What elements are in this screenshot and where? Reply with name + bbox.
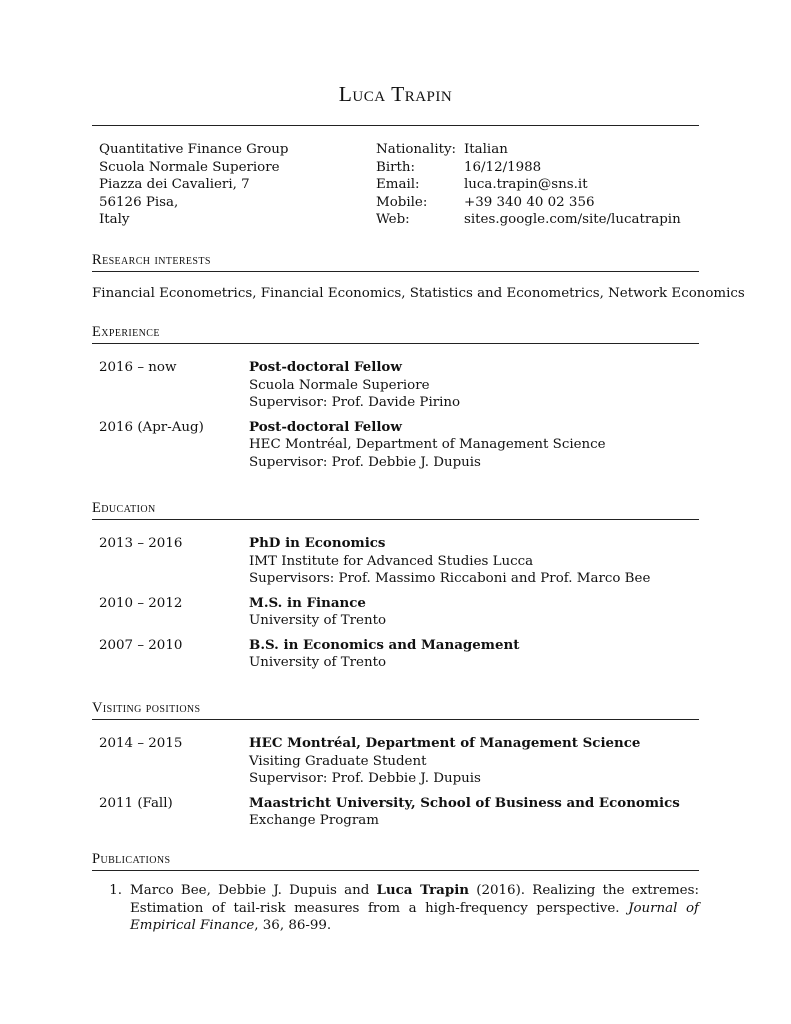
education-list [92,535,699,679]
entry-title: HEC Montréal, Department of Management Science [249,735,641,751]
section-heading-publications: Publications [92,851,171,867]
entry-title: Post-doctoral Fellow [249,359,402,375]
entry-line: Scuola Normale Superiore [249,377,430,393]
entry-line: Supervisor: Prof. Davide Pirino [249,395,461,410]
publication-authors: Marco Bee, Debbie J. Dupuis and [130,883,377,898]
header-rule [92,125,699,126]
personal-info [376,141,681,229]
entry-body [249,735,640,788]
info-value: +39 340 40 02 356 [464,194,595,210]
entry-title: Maastricht University, School of Business and Economics [249,794,680,811]
publication-journal: Journal of Empirical Finance [130,900,699,933]
web-link[interactable]: sites.google.com/site/lucatrapin [464,212,681,227]
section-heading-research: Research interests [92,252,211,268]
info-row-web [376,211,681,229]
info-label: Birth: [376,159,416,175]
entry-date: 2013 – 2016 [99,536,183,551]
entry-line: University of Trento [249,655,387,670]
research-interests: Financial Econometrics, Financial Economics, Statistics and Econometrics, Network Economics [92,286,745,301]
entry-body [249,535,650,588]
entry-line: Exchange Program [249,813,379,828]
entry-date: 2016 – now [99,360,177,375]
info-label: Nationality: [376,142,457,157]
visiting-list [92,735,699,837]
entry-date: 2007 – 2010 [99,637,183,653]
section-heading-education: Education [92,500,156,516]
entry-line: HEC Montréal, Department of Management Science [249,437,606,452]
publication-author-highlight: Luca Trapin [376,882,470,898]
entry-body [249,595,386,630]
info-value: 16/12/1988 [464,159,542,175]
section-heading-experience: Experience [92,324,160,340]
publication-list [92,882,699,935]
entry-date: 2014 – 2015 [99,736,183,751]
entry-date: 2011 (Fall) [99,795,173,811]
info-row-email [376,176,681,194]
section-heading-visiting: Visiting positions [92,700,201,716]
info-label: Mobile: [376,194,428,210]
address-line: Italy [99,212,130,227]
section-rule [92,343,699,344]
visiting-entry [92,795,699,830]
entry-title: PhD in Economics [249,535,386,551]
entry-body [249,795,680,830]
cv-name: Luca Trapin [338,82,453,106]
entry-title: Post-doctoral Fellow [249,418,402,435]
info-row-birth [376,159,681,177]
section-rule [92,870,699,871]
address-line: Scuola Normale Superiore [99,159,280,175]
publication-number: 1. [109,883,122,898]
entry-body [249,637,519,672]
info-row-mobile [376,194,681,212]
entry-line: Supervisors: Prof. Massimo Riccaboni and Prof. Marco Bee [249,571,651,586]
entry-line: University of Trento [249,613,387,628]
entry-title: B.S. in Economics and Management [249,636,520,653]
address-line: Quantitative Finance Group [99,142,289,157]
entry-title: M.S. in Finance [249,594,366,611]
section-rule [92,719,699,720]
education-entry [92,595,699,630]
entry-line: IMT Institute for Advanced Studies Lucca [249,553,534,569]
experience-list [92,359,699,478]
entry-body [249,359,460,412]
education-entry [92,637,699,672]
address-block [99,141,289,229]
address-line: Piazza dei Cavalieri, 7 [99,177,250,192]
publication-details: , 36, 86-99. [254,918,332,933]
section-rule [92,519,699,520]
entry-line: Supervisor: Prof. Debbie J. Dupuis [249,454,481,470]
entry-line: Visiting Graduate Student [249,753,427,769]
entry-date: 2010 – 2012 [99,595,183,611]
info-label: Web: [376,212,410,227]
experience-entry [92,419,699,472]
address-line: 56126 Pisa, [99,194,179,210]
email-link[interactable]: luca.trapin@sns.it [464,177,588,192]
publication-text [130,882,699,935]
info-label: Email: [376,177,420,192]
publication-title: (2016). Realizing the extremes: Estimation of tail-risk measures from a high-frequency perspective. [130,883,699,916]
section-rule [92,271,699,272]
info-row-nationality [376,141,681,159]
publication-item [92,882,699,935]
entry-body [249,419,606,472]
info-value: Italian [464,142,508,157]
entry-line: Supervisor: Prof. Debbie J. Dupuis [249,771,481,786]
experience-entry [92,359,699,412]
visiting-entry [92,735,699,788]
entry-date: 2016 (Apr-Aug) [99,419,204,435]
education-entry [92,535,699,588]
